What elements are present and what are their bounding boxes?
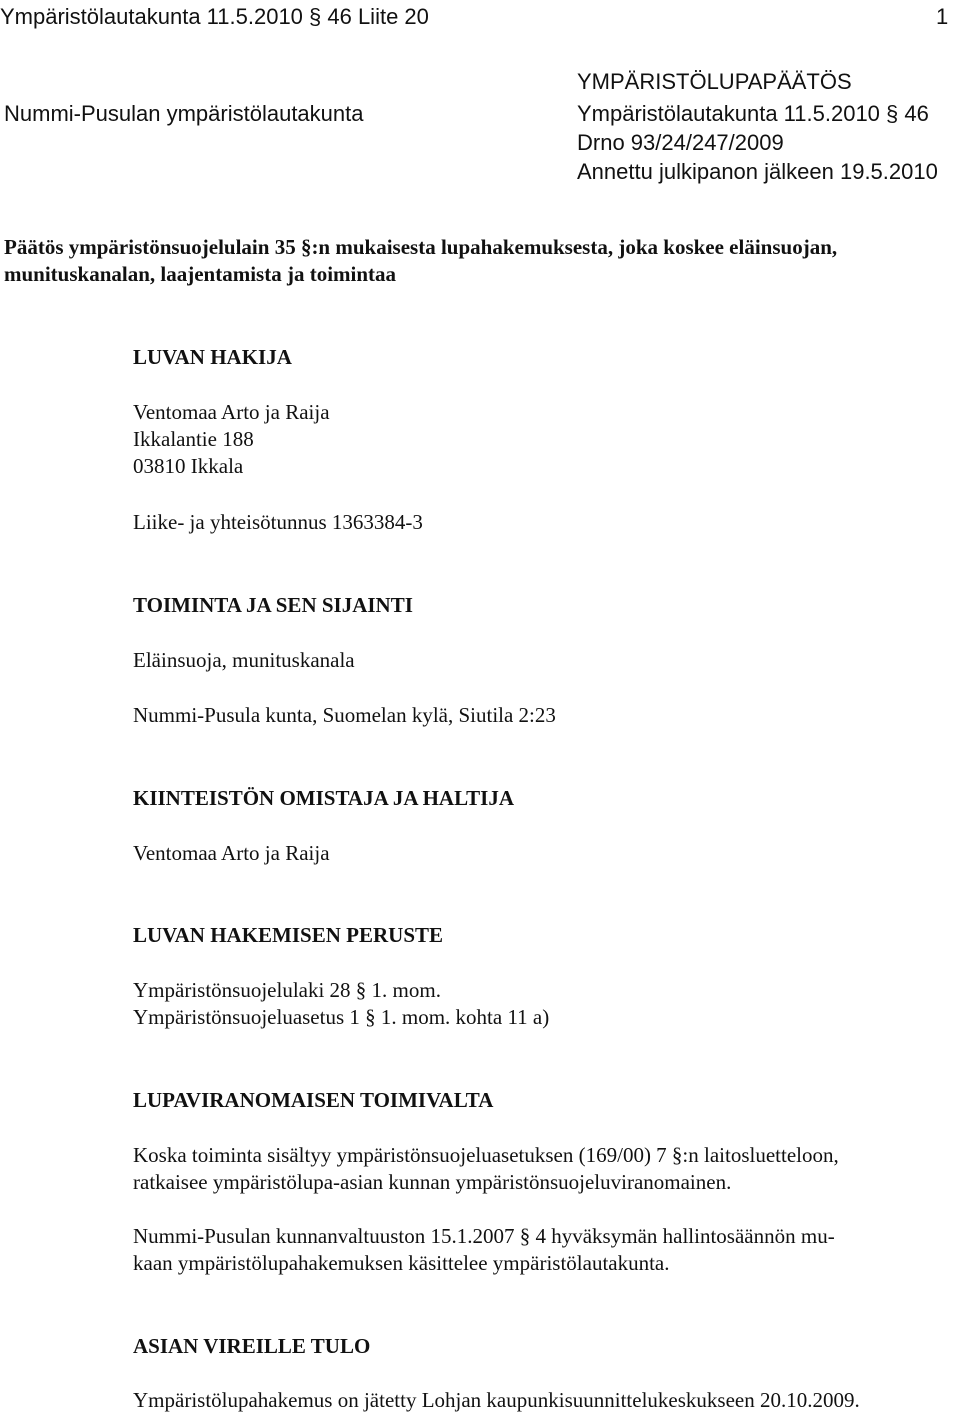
applicant-street: Ikkalantie 188 [133, 427, 254, 451]
applicant-name: Ventomaa Arto ja Raija [133, 400, 330, 424]
initiation-text: Ympäristölupahakemus on jätetty Lohjan kaupunkisuunnittelukeskukseen 20.10.2009. [133, 1388, 860, 1412]
section-heading-applicant: LUVAN HAKIJA [133, 345, 292, 369]
applicant-business-id: Liike- ja yhteisötunnus 1363384-3 [133, 510, 423, 534]
decision-title-line-2: munituskanalan, laajentamista ja toimintaa [4, 262, 397, 286]
applicant-postal: 03810 Ikkala [133, 454, 244, 478]
basis-line-1: Ympäristönsuojelulaki 28 § 1. mom. [133, 978, 441, 1002]
authority-paragraph-1-line-2: ratkaisee ympäristölupa-asian kunnan ympäristönsuojeluviranomainen. [133, 1170, 732, 1194]
decision-title-line-1: Päätös ympäristönsuojelulain 35 §:n mukaisesta lupahakemuksesta, joka koskee eläinsuojan, [4, 235, 838, 259]
record-number: Drno 93/24/247/2009 [577, 130, 784, 155]
decision-title [4, 234, 837, 288]
section-heading-initiation: ASIAN VIREILLE TULO [133, 1334, 371, 1358]
authority-paragraph-1 [133, 1142, 839, 1196]
authority-paragraph-2-line-2: kaan ympäristölupahakemuksen käsittelee ympäristölautakunta. [133, 1251, 670, 1275]
activity-type: Eläinsuoja, munituskanala [133, 648, 355, 672]
section-heading-basis: LUVAN HAKEMISEN PERUSTE [133, 923, 444, 947]
activity-location: Nummi-Pusula kunta, Suomelan kylä, Siutila 2:23 [133, 703, 556, 727]
authority-paragraph-2 [133, 1223, 835, 1277]
section-heading-activity: TOIMINTA JA SEN SIJAINTI [133, 593, 413, 617]
authority-paragraph-1-line-1: Koska toiminta sisältyy ympäristönsuojeluasetuksen (169/00) 7 §:n laitosluetteloon, [133, 1143, 839, 1167]
authority-paragraph-2-line-1: Nummi-Pusulan kunnanvaltuuston 15.1.2007 § 4 hyväksymän hallintosäännön mu- [133, 1224, 835, 1248]
section-heading-owner: KIINTEISTÖN OMISTAJA JA HALTIJA [133, 786, 515, 810]
issue-date: Annettu julkipanon jälkeen 19.5.2010 [577, 159, 938, 184]
owner-name: Ventomaa Arto ja Raija [133, 841, 330, 865]
section-heading-authority: LUPAVIRANOMAISEN TOIMIVALTA [133, 1088, 494, 1112]
meeting-reference: Ympäristölautakunta 11.5.2010 § 46 [577, 101, 929, 126]
page-number: 1 [936, 4, 949, 29]
page-header: Ympäristölautakunta 11.5.2010 § 46 Liite 20 [0, 4, 429, 29]
issuing-authority: Nummi-Pusulan ympäristölautakunta [4, 101, 364, 126]
document-type: YMPÄRISTÖLUPAPÄÄTÖS [577, 69, 852, 94]
basis-line-2: Ympäristönsuojeluasetus 1 § 1. mom. kohta 11 a) [133, 1005, 550, 1029]
